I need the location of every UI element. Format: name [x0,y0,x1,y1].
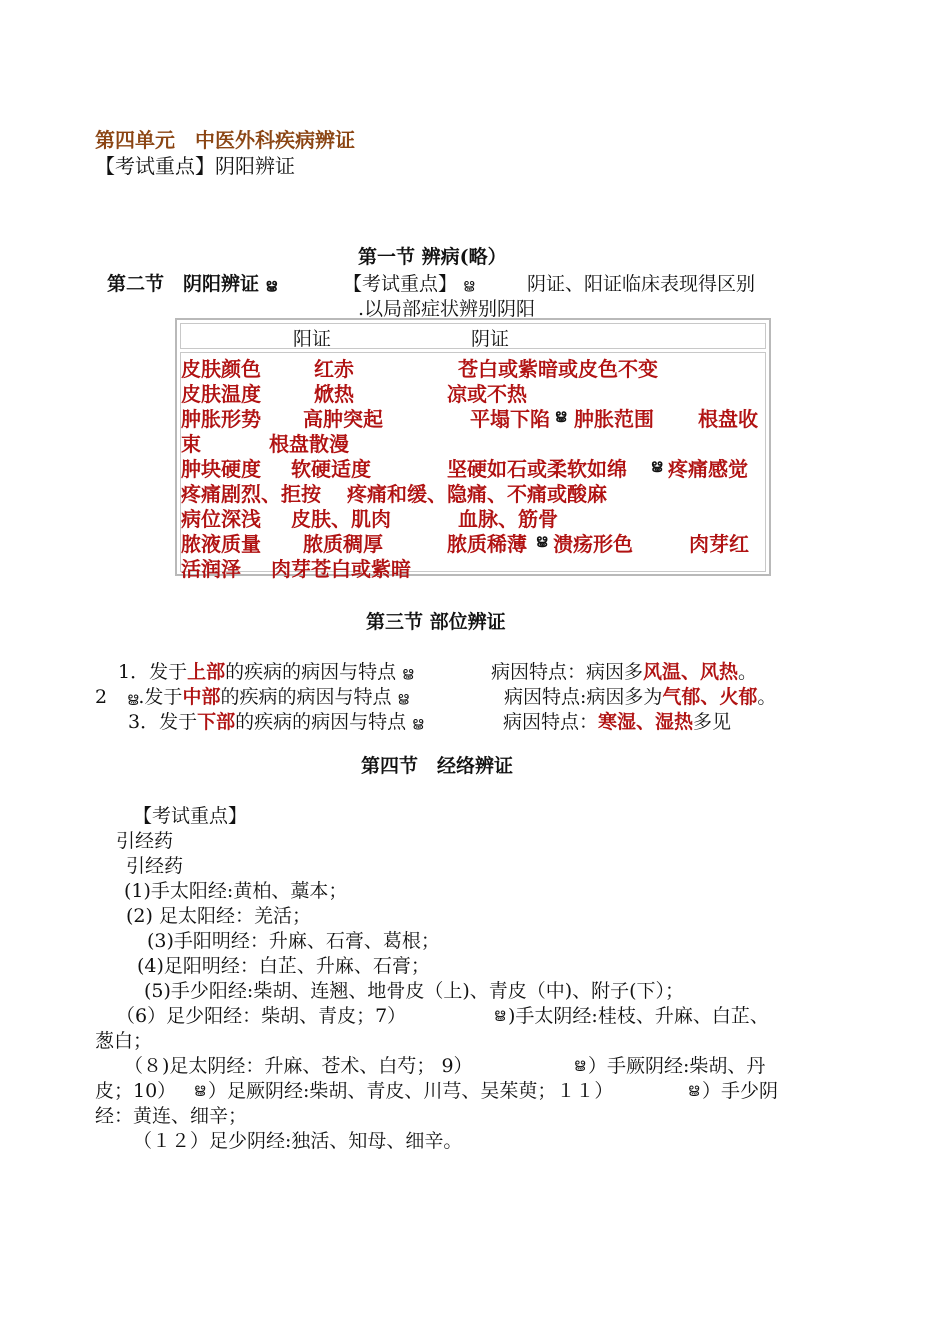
section-3-line-2-cause [504,682,776,709]
key-term: 寒湿、湿热 [598,711,694,733]
key-term: 中部 [182,686,221,708]
key-term: 上部 [187,661,226,683]
cell-a: 活润泽 [181,557,241,581]
key-term: 气郁、火郁 [662,686,758,708]
cell-b: 脓质稠厚 [303,532,383,556]
line-text: 的疾病的病因与特点 [235,711,407,733]
section-3-line-3-cause [503,707,731,734]
meridian-item: （6）足少阳经：柴胡、青皮；7） [116,1005,407,1027]
section-1-title: 第一节 辨病(略） [358,246,507,268]
cell-c: 坚硬如石或柔软如绵 [447,457,627,481]
cell-a: 肿胀形势 [181,407,261,431]
cell-a: 脓液质量 [181,532,261,556]
cell-d: 疼痛感觉 [668,457,748,481]
cell-a: 病位深浅 [181,507,261,531]
section-2-sub: .以局部症状辨别阴阳 [358,298,536,320]
section-4-focus: 【考试重点】 [133,805,248,827]
cell-a: 束 [181,432,201,456]
cell-a: 肿块硬度 [181,457,261,481]
meridian-item: (4)足阳明经：白芷、升麻、石膏； [137,955,430,977]
meridian-item: (2) 足太阳经：羌活； [126,905,311,927]
bullet-mark-icon: ൠ [651,458,663,473]
meridian-item: （８)足太阴经：升麻、苍术、白芍； 9） [124,1055,473,1077]
bullet-mark-icon: ൠ [265,277,277,293]
section-2-focus-label: 【考试重点】 [343,273,458,295]
line-text: 。 [757,686,777,708]
section-3-title: 第三节 部位辨证 [366,611,506,633]
section-4-title: 第四节 经络辨证 [361,755,514,777]
cell-c: 平塌下陷 [470,407,550,431]
cell-c: 苍白或紫暗或皮色不变 [458,357,658,381]
bullet-mark-icon: ൠ [127,690,139,706]
key-term: 下部 [197,711,236,733]
section-3-line-1-cause [491,657,757,684]
key-term: 风温、风热 [643,661,739,683]
meridian-item: 皮；10） [95,1080,177,1102]
cell-d: 溃疡形色 [553,532,633,556]
unit-focus: 【考试重点】阴阳辨证 [95,154,295,178]
cell-a: 皮肤颜色 [181,357,261,381]
meridian-item: ）手少阴 [702,1080,779,1102]
section-3-line-2 [95,682,409,709]
bullet-mark-icon: ൠ [536,533,548,548]
line-text: 病因特点:病因多为 [504,686,663,708]
table-header [180,323,766,349]
bullet-mark-icon: ൠ [397,690,409,706]
cell-a: 疼痛剧烈、拒按 [181,482,321,506]
bullet-mark-icon: ൠ [194,1082,206,1097]
bullet-mark-icon: ൠ [402,665,414,681]
meridian-item: 经：黄连、细辛； [95,1105,248,1127]
meridian-item: ）手厥阴经:柴胡、丹 [588,1055,766,1077]
bullet-mark-icon: ൠ [412,715,424,731]
cell-b: 皮肤、肌肉 [291,507,391,531]
meridian-item: )手太阴经:桂枝、升麻、白芷、 [508,1005,769,1027]
line-text: 病因特点： [503,711,599,733]
meridian-item: (3)手阳明经：升麻、石膏、葛根； [147,930,440,952]
bullet-mark-icon: ൠ [463,277,475,293]
section-2-title-text: 第二节 阴阳辨证 [107,273,260,295]
col-yang-header: 阳证 [293,328,332,350]
section-2-desc: 阴证、阳证临床表现得区别 [527,273,756,295]
section-2-focus [343,269,474,296]
unit-title: 第四单元 中医外科疾病辨证 [95,128,355,152]
cell-c: 脓质稀薄 [447,532,527,556]
cell-e: 肉芽红 [689,532,749,556]
cell-e: 根盘收 [698,407,758,431]
meridian-item: （１２）足少阴经:独活、知母、细辛。 [133,1130,463,1152]
cell-b: 高肿突起 [303,407,383,431]
cell-b: 焮热 [314,382,354,406]
cell-d: 肿胀范围 [574,407,654,431]
bullet-mark-icon: ൠ [574,1057,586,1072]
table-body [180,352,766,581]
bullet-mark-icon: ൠ [494,1007,506,1022]
cell-b: 软硬适度 [291,457,371,481]
bullet-mark-icon: ൠ [555,408,567,423]
yin-yang-table [175,318,771,581]
meridian-item: (5)手少阳经:柴胡、连翘、地骨皮（上)、青皮（中)、附子(下）； [144,980,685,1002]
line-text: 1．发于 [118,661,188,683]
line-number: 2 [95,686,108,708]
line-text: 多见 [693,711,732,733]
meridian-item: 葱白； [95,1030,153,1052]
line-text: 的疾病的病因与特点 [220,686,392,708]
line-text: 3．发于 [128,711,198,733]
section-2-title [107,269,277,296]
bullet-mark-icon: ൠ [688,1082,700,1097]
line-text: 病因特点：病因多 [491,661,644,683]
cell-c: 凉或不热 [447,382,527,406]
cell-a: 皮肤温度 [181,382,261,406]
col-yin-header: 阴证 [471,328,510,350]
section-4-heading-2: 引经药 [126,855,184,877]
cell-b: 根盘散漫 [269,432,349,456]
section-4-heading-1: 引经药 [116,830,174,852]
cell-b: 肉芽苍白或紫暗 [271,557,411,581]
cell-c: 血脉、筋骨 [458,507,558,531]
cell-b: 红赤 [314,357,354,381]
line-text: 。 [738,661,758,683]
line-text: 的疾病的病因与特点 [225,661,397,683]
meridian-item: (1)手太阳经:黄柏、藁本； [124,880,348,902]
section-3-line-1 [118,657,413,684]
cell-b: 疼痛和缓、隐痛、不痛或酸麻 [347,482,607,506]
line-text: .发于 [138,686,183,708]
section-3-line-3 [128,707,423,734]
meridian-item: ）足厥阴经:柴胡、青皮、川芎、吴茱萸；１１） [208,1080,614,1102]
